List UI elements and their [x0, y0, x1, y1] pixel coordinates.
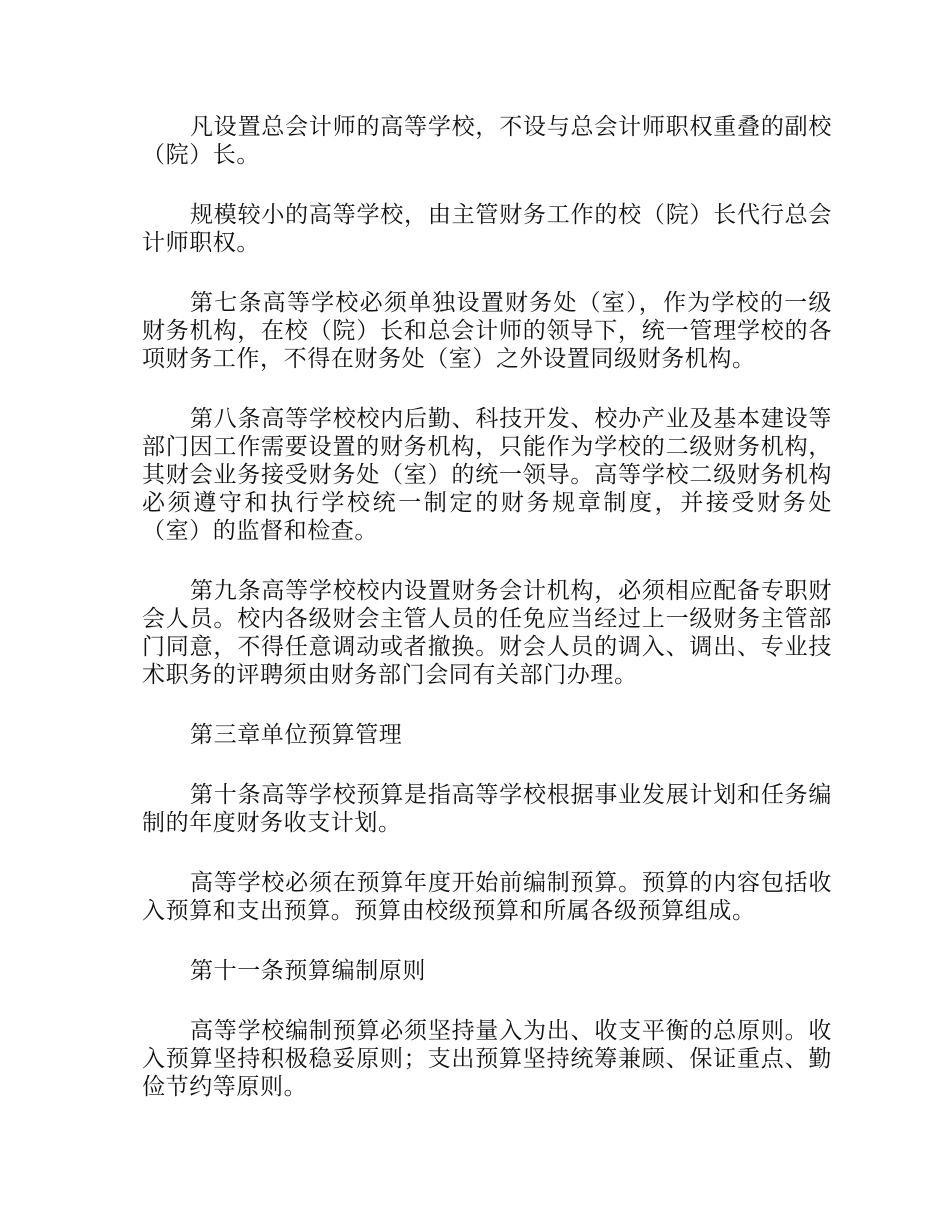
- paragraph-article-8: 第八条高等学校校内后勤、科技开发、校办产业及基本建设等部门因工作需要设置的财务机构，只能作为学校的二级财务机构，其财会业务接受财务处（室）的统一领导。高等学校二级财务机构必须遵守和执行学校统一制定的财务规章制度，并接受财务处（室）的监督和检查。: [142, 406, 832, 544]
- document-body: [142, 113, 832, 1133]
- paragraph-budget-principles: 高等学校编制预算必须坚持量入为出、收支平衡的总原则。收入预算坚持积极稳妥原则；支出预算坚持统筹兼顾、保证重点、勤俭节约等原则。: [142, 1018, 832, 1100]
- paragraph-article-10: 第十条高等学校预算是指高等学校根据事业发展计划和任务编制的年度财务收支计划。: [142, 782, 832, 836]
- chapter-heading: 第三章单位预算管理: [190, 722, 403, 748]
- article-11-heading: 第十一条预算编制原则: [190, 958, 426, 984]
- paragraph-small-schools: 规模较小的高等学校，由主管财务工作的校（院）长代行总会计师职权。: [142, 202, 832, 256]
- paragraph-article-7: 第七条高等学校必须单独设置财务处（室），作为学校的一级财务机构，在校（院）长和总会计师的领导下，统一管理学校的各项财务工作，不得在财务处（室）之外设置同级财务机构。: [142, 290, 832, 372]
- paragraph-chief-accountant: 凡设置总会计师的高等学校，不设与总会计师职权重叠的副校（院）长。: [142, 114, 832, 168]
- paragraph-article-9: 第九条高等学校校内设置财务会计机构，必须相应配备专职财会人员。校内各级财会主管人员的任免应当经过上一级财务主管部门同意，不得任意调动或者撤换。财会人员的调入、调出、专业技术职务的评聘须由财务部门会同有关部门办理。: [142, 578, 832, 688]
- paragraph-budget-preparation: 高等学校必须在预算年度开始前编制预算。预算的内容包括收入预算和支出预算。预算由校级预算和所属各级预算组成。: [142, 870, 832, 924]
